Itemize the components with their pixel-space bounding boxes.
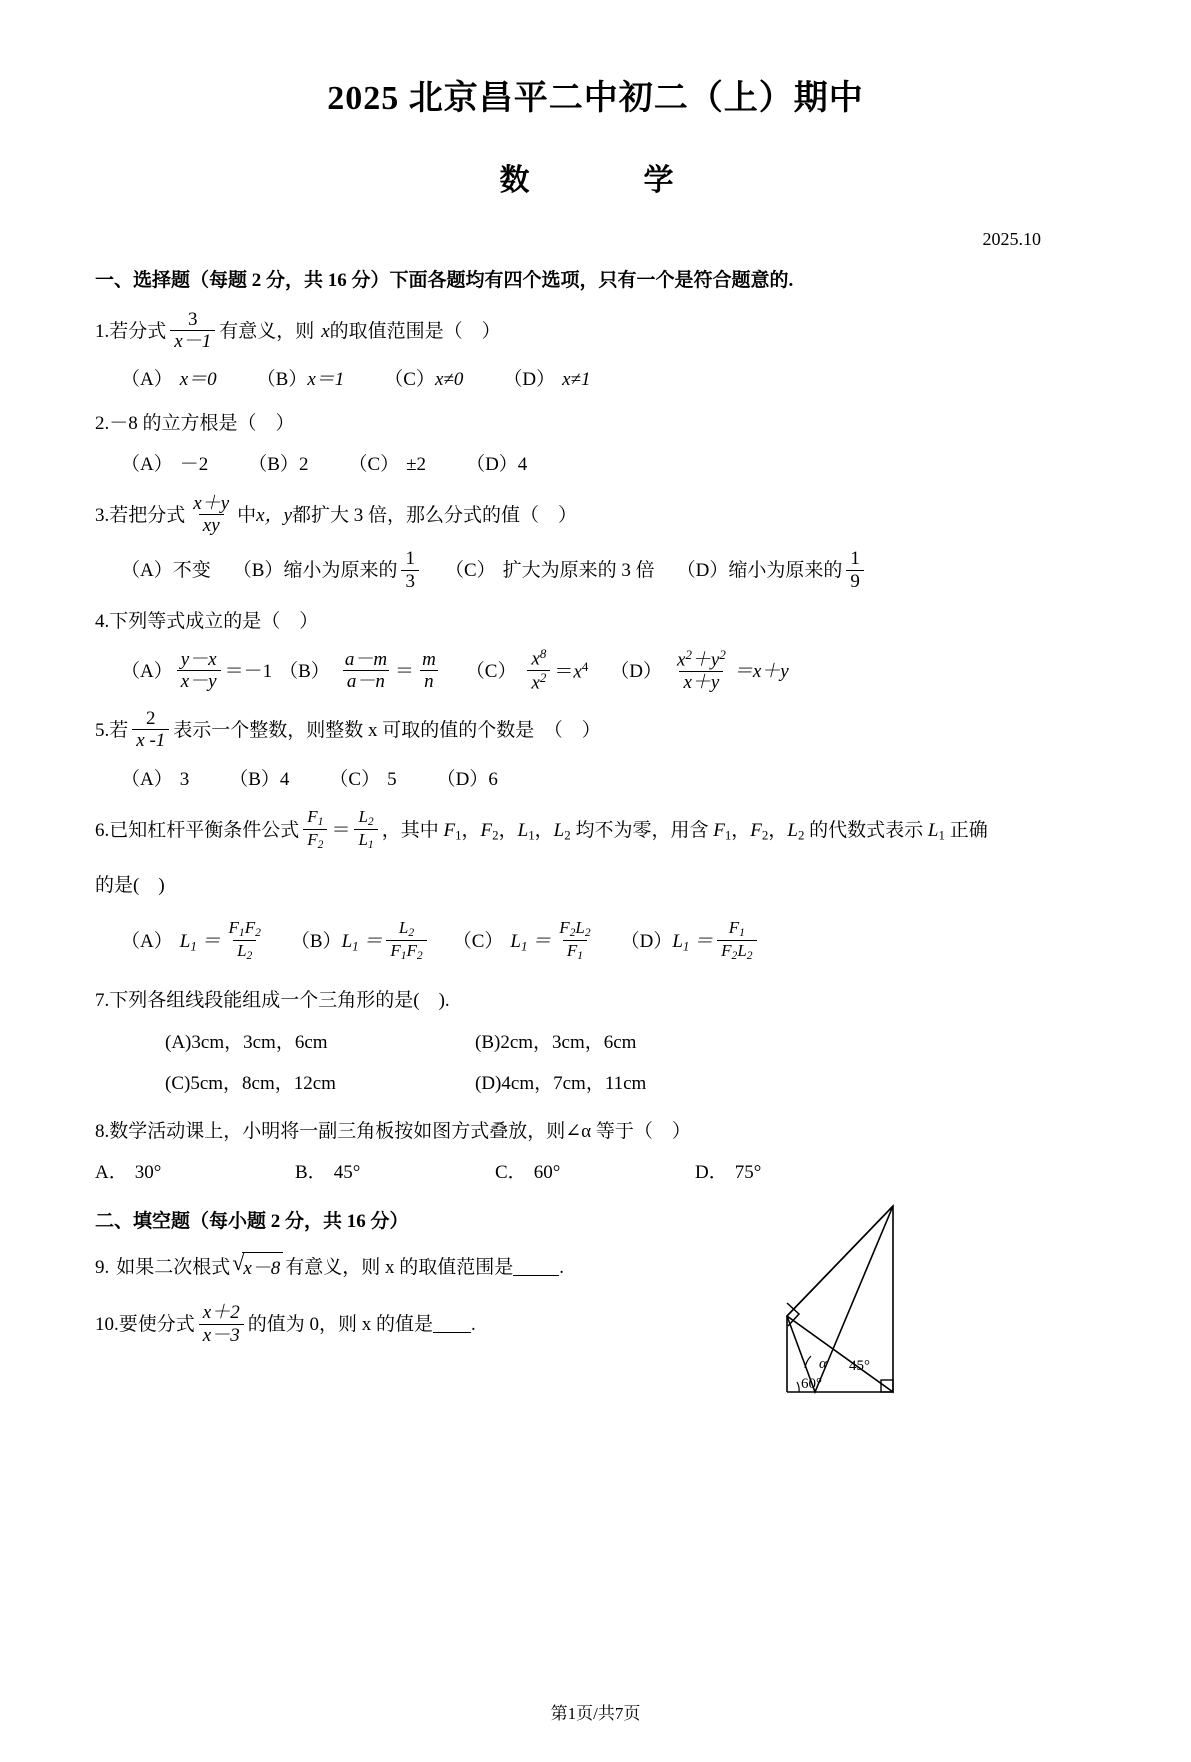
q4-option-d-den: x＋y: [679, 671, 723, 693]
q10-denominator: x－3: [199, 1324, 244, 1346]
q2-option-b-label: （B）: [248, 454, 299, 476]
q3-option-b-label: （B）: [232, 560, 284, 582]
q7-option-d-text: 4cm，7cm，11cm: [501, 1073, 647, 1095]
question-7-options-row2: [95, 1069, 1096, 1098]
q6-option-b-den: $F_1F_2$: [386, 940, 426, 963]
page-title: 2025 北京昌平二中初二（上）期中: [327, 80, 864, 117]
q7-option-c[interactable]: [165, 1069, 475, 1098]
q8-option-b[interactable]: [295, 1158, 495, 1187]
q3-option-a-text: 不变: [172, 560, 211, 582]
page-footer: 第1页/共7页: [550, 1704, 641, 1723]
figure-label-45: 45°: [849, 1358, 870, 1374]
q3-option-a[interactable]: [121, 556, 211, 585]
q1-denominator: x－1: [170, 330, 215, 352]
q1-option-b[interactable]: [257, 365, 345, 394]
q4-option-a[interactable]: [121, 650, 272, 694]
q5-fraction: [132, 708, 169, 752]
q4-option-a-num: y－x: [180, 648, 217, 670]
q7-text: 下列各组线段能组成一个三角形的是( ).: [109, 990, 450, 1012]
section-heading-fill: 二、填空题（每小题 2 分，共 16 分）: [95, 1211, 409, 1233]
q6-tail2: 的是( ): [95, 875, 165, 897]
q4-option-c[interactable]: [466, 648, 588, 695]
q2-option-c-text: ±2: [406, 454, 427, 476]
figure-label-60: 60°: [801, 1376, 822, 1392]
q6-option-a-lhs: $L_1$ ＝: [179, 930, 221, 954]
q3-option-a-label: （A）: [121, 560, 173, 582]
question-8-options: [95, 1158, 1096, 1187]
q8-option-d-text: 75°: [734, 1162, 762, 1184]
q6-right-den: $L_1$: [354, 829, 377, 852]
q5-option-a-text: 3: [179, 768, 190, 790]
q8-option-d[interactable]: [695, 1158, 761, 1187]
q5-option-b[interactable]: [229, 765, 289, 794]
question-8: [95, 1117, 1096, 1146]
q9-radicand: x－8: [242, 1252, 283, 1283]
q6-option-a[interactable]: [121, 919, 269, 964]
q3-option-b-num: 1: [405, 548, 415, 570]
q6-option-b-num: $L_2$: [398, 917, 415, 940]
q6-option-c-fraction: [555, 918, 594, 963]
q6-option-d-label: （D）: [620, 930, 673, 952]
q6-option-c-num: $F_2L_2$: [559, 917, 591, 940]
q3-tail-a: 中: [237, 504, 257, 526]
q7-option-a-text: 3cm，3cm，6cm: [191, 1031, 328, 1053]
q6-option-c-label: （C）: [452, 930, 504, 952]
q3-fraction: [189, 493, 233, 537]
q6-option-c[interactable]: [453, 919, 599, 964]
q3-option-c-label: （C）: [444, 560, 496, 582]
q6-left-num: $F_1$: [307, 807, 324, 829]
q7-option-b[interactable]: [475, 1028, 636, 1057]
question-6-tail2: [95, 871, 1096, 900]
q2-option-d[interactable]: [466, 450, 527, 479]
q5-lead: 若: [109, 720, 129, 742]
q3-option-d[interactable]: [677, 549, 868, 593]
question-3: [95, 494, 1096, 538]
q7-option-a-label: (A): [165, 1031, 192, 1053]
q3-numerator: x＋y: [193, 492, 230, 514]
q5-number: 5.: [95, 720, 110, 742]
question-1: [95, 310, 1096, 354]
q4-option-a-rhs: ＝－1: [224, 660, 273, 682]
q2-text: －8 的立方根是（ ）: [109, 412, 295, 434]
question-5-options: [95, 765, 1096, 794]
q8-option-c-text: 60°: [533, 1162, 561, 1184]
q3-option-b[interactable]: [233, 549, 423, 593]
q3-option-b-den: 3: [401, 570, 419, 592]
q4-option-b[interactable]: [279, 650, 444, 694]
question-6: [95, 808, 1096, 853]
q3-option-b-text: 缩小为原来的: [283, 560, 398, 582]
q7-option-d[interactable]: [475, 1069, 646, 1098]
question-6-options: [95, 919, 1096, 964]
q6-option-a-label: （A）: [121, 930, 173, 952]
q1-numerator: 3: [187, 308, 198, 330]
q8-option-b-label: B．: [295, 1162, 327, 1184]
q6-right-num: $L_2$: [358, 807, 374, 829]
q1-option-b-text: x＝1: [307, 369, 345, 391]
q1-option-d-label: （D）: [503, 369, 556, 391]
question-10: [95, 1303, 1096, 1347]
q1-tail-b: 的取值范围是（ ）: [329, 320, 501, 342]
q3-option-d-den: 9: [846, 570, 864, 592]
q5-option-b-text: 4: [279, 768, 290, 790]
q6-equals: ＝: [331, 820, 351, 842]
q6-option-b[interactable]: [291, 919, 431, 964]
q2-option-b[interactable]: [248, 450, 308, 479]
q8-option-a[interactable]: [95, 1158, 295, 1187]
radical-sign-icon: √: [232, 1249, 245, 1275]
q6-number: 6.: [95, 820, 110, 842]
q6-option-b-label: （B）: [290, 930, 342, 952]
q4-option-c-label: （C）: [465, 660, 517, 682]
q4-option-b-rden: n: [420, 670, 438, 692]
q5-option-a[interactable]: [121, 765, 189, 794]
q9-number: 9.: [95, 1256, 110, 1278]
q4-option-c-rhs: $=x^4$: [554, 658, 589, 683]
question-4-options: [95, 648, 1096, 695]
q6-option-d-num: $F_1$: [728, 917, 745, 940]
question-8-figure: [775, 1196, 925, 1421]
q2-option-b-text: 2: [298, 454, 309, 476]
q10-lead: 要使分式: [118, 1314, 195, 1336]
q1-option-c[interactable]: [384, 365, 463, 394]
q4-option-d-fraction: [673, 648, 730, 693]
q6-option-a-fraction: [225, 918, 265, 963]
q7-option-a[interactable]: [165, 1028, 475, 1057]
q4-option-b-den: a－n: [343, 670, 389, 692]
q4-option-d-label: （D）: [610, 660, 663, 682]
q6-option-d[interactable]: [621, 919, 761, 964]
q9-radical: [232, 1249, 283, 1283]
q10-end: .: [470, 1314, 476, 1336]
q1-tail-a: 有意义，则: [219, 320, 315, 342]
q1-option-c-text: x≠0: [434, 369, 464, 391]
q6-tail: ，其中 $F_1$，$F_2$，$L_1$，$L_2$ 均不为零，用含 $F_1$，$F_2$，$L_2$ 的代数式表示 $L_1$ 正确: [381, 820, 988, 843]
q3-option-d-text: 缩小为原来的: [728, 560, 843, 582]
q5-option-b-label: （B）: [229, 768, 280, 790]
q5-denominator: x -1: [132, 729, 169, 751]
question-7-options-row1: [95, 1028, 1096, 1057]
exam-page: [0, 78, 1191, 1762]
q5-option-d[interactable]: [437, 765, 498, 794]
q10-answer-blank[interactable]: [433, 1317, 471, 1333]
q5-option-d-text: 6: [488, 768, 498, 790]
q3-option-c-text: 扩大为原来的 3 倍: [502, 560, 655, 582]
q8-text: 数学活动课上，小明将一副三角板按如图方式叠放，则∠α 等于（ ）: [109, 1120, 691, 1142]
q8-option-c-label: C．: [495, 1162, 527, 1184]
q1-option-c-label: （C）: [384, 369, 435, 391]
q7-number: 7.: [95, 990, 110, 1012]
q9-tail: 有意义，则 x 的取值范围是: [285, 1256, 514, 1278]
q3-option-d-num: 1: [850, 548, 860, 570]
q3-option-d-label: （D）: [676, 560, 729, 582]
q2-option-a-label: （A）: [121, 454, 173, 476]
q5-option-c[interactable]: [329, 765, 396, 794]
q4-option-b-rnum: m: [422, 648, 436, 670]
q2-option-c-label: （C）: [348, 454, 400, 476]
figure-label-alpha: α: [819, 1356, 827, 1372]
question-3-options: [95, 549, 1096, 593]
q6-fraction-left: [303, 807, 327, 852]
triangle-60-board: [787, 1206, 893, 1392]
q5-numerator: 2: [146, 708, 156, 730]
q6-option-a-den: $L_2$: [233, 940, 256, 963]
q4-option-a-den: x－y: [177, 670, 221, 692]
q4-text: 下列等式成立的是（ ）: [109, 610, 319, 632]
q6-option-c-lhs: $L_1$ ＝: [510, 930, 552, 954]
q2-option-d-label: （D）: [466, 454, 518, 476]
q7-option-c-text: 5cm，8cm，12cm: [190, 1073, 336, 1095]
q6-option-d-lhs: $L_1$ ＝: [672, 930, 714, 954]
q4-option-d[interactable]: [610, 649, 788, 694]
q3-option-b-fraction: [401, 548, 419, 592]
q9-lead: 如果二次根式: [116, 1256, 231, 1278]
q6-option-d-den: $F_2L_2$: [717, 940, 756, 963]
q8-option-d-label: D．: [695, 1162, 728, 1184]
q6-option-d-fraction: [717, 918, 756, 963]
q7-option-d-label: (D): [475, 1073, 502, 1095]
q1-option-d[interactable]: [503, 365, 590, 394]
q4-option-b-fraction-right: [418, 649, 440, 693]
question-4: [95, 607, 1096, 636]
q3-tail-b: 都扩大 3 倍，那么分式的值（ ）: [292, 504, 578, 526]
sixty-angle-arc: [797, 1382, 799, 1392]
q8-option-a-text: 30°: [134, 1162, 162, 1184]
q6-option-b-fraction: [386, 918, 426, 963]
q5-option-d-label: （D）: [436, 768, 489, 790]
q10-numerator: x＋2: [202, 1302, 240, 1324]
q10-number: 10.: [95, 1314, 119, 1336]
question-5: [95, 709, 1096, 753]
q4-option-c-den: $x^2$: [527, 670, 550, 694]
q4-option-a-fraction: [177, 649, 221, 693]
question-7: [95, 986, 1096, 1015]
q1-lead: 若分式: [109, 320, 167, 342]
q1-option-b-label: （B）: [256, 369, 308, 391]
q5-option-c-text: 5: [387, 768, 397, 790]
q8-option-a-label: A．: [95, 1162, 128, 1184]
q3-variables: x，y: [256, 504, 293, 526]
question-1-options: [95, 365, 1096, 394]
q3-option-d-fraction: [846, 548, 864, 592]
q4-option-b-num: a－m: [344, 648, 388, 670]
q3-number: 3.: [95, 504, 110, 526]
q4-option-c-num: $x^8$: [531, 646, 547, 670]
q1-option-d-text: x≠1: [562, 369, 591, 391]
q2-option-c[interactable]: [348, 450, 426, 479]
q1-option-a-label: （A）: [121, 369, 173, 391]
q4-option-c-fraction: [527, 647, 550, 694]
exam-date: 2025.10: [982, 228, 1041, 249]
q8-option-b-text: 45°: [333, 1162, 361, 1184]
subject-title: 数 学: [499, 163, 692, 197]
question-2-options: [95, 450, 1096, 479]
q1-number: 1.: [95, 320, 110, 342]
q4-option-b-label: （B）: [279, 660, 330, 682]
q9-end: .: [559, 1256, 565, 1278]
q4-option-b-eq: ＝: [395, 660, 415, 682]
q5-option-a-label: （A）: [121, 768, 173, 790]
q10-tail: 的值为 0，则 x 的值是: [247, 1314, 433, 1336]
q4-option-d-num: $x^2+y^2$: [677, 647, 726, 671]
q6-option-a-num: $F_1F_2$: [228, 917, 261, 940]
q9-answer-blank[interactable]: [513, 1260, 559, 1276]
section-heading-choice: 一、选择题（每题 2 分，共 16 分）下面各题均有四个选项，只有一个是符合题意的.: [95, 269, 794, 291]
q3-denominator: xy: [199, 514, 224, 536]
q7-option-c-label: (C): [165, 1073, 191, 1095]
q1-option-a[interactable]: [121, 365, 217, 394]
q6-option-c-den: $F_1$: [563, 940, 587, 963]
q2-option-a-text: －2: [179, 454, 209, 476]
q8-option-c[interactable]: [495, 1158, 695, 1187]
question-9: [95, 1249, 1096, 1283]
q6-option-b-lhs: $L_1$ ＝: [341, 930, 383, 954]
q2-option-a[interactable]: [121, 450, 208, 479]
q4-option-d-rhs: ＝x＋y: [733, 660, 789, 682]
q2-option-d-text: 4: [517, 454, 528, 476]
q1-variable: x: [321, 320, 330, 342]
q5-tail: 表示一个整数，则整数 x 可取的值的个数是 （ ）: [173, 720, 601, 742]
q7-option-b-text: 2cm，3cm，6cm: [500, 1031, 637, 1053]
q10-fraction: [199, 1302, 244, 1346]
q1-option-a-text: x＝0: [179, 369, 217, 391]
q6-lead: 已知杠杆平衡条件公式: [109, 820, 300, 842]
q3-option-c[interactable]: [445, 556, 655, 585]
q4-number: 4.: [95, 610, 110, 632]
q6-left-den: $F_2$: [303, 829, 327, 852]
q8-number: 8.: [95, 1120, 110, 1142]
q3-lead: 若把分式: [109, 504, 186, 526]
q4-option-b-fraction-left: [341, 649, 391, 693]
question-2: [95, 409, 1096, 438]
alpha-angle-arc: [805, 1356, 811, 1368]
q2-number: 2.: [95, 412, 110, 434]
q5-option-c-label: （C）: [329, 768, 381, 790]
q1-fraction: [170, 309, 215, 353]
q7-option-b-label: (B): [475, 1031, 501, 1053]
q6-fraction-right: [354, 807, 377, 852]
q4-option-a-label: （A）: [121, 660, 173, 682]
set-squares-svg: [775, 1196, 925, 1421]
